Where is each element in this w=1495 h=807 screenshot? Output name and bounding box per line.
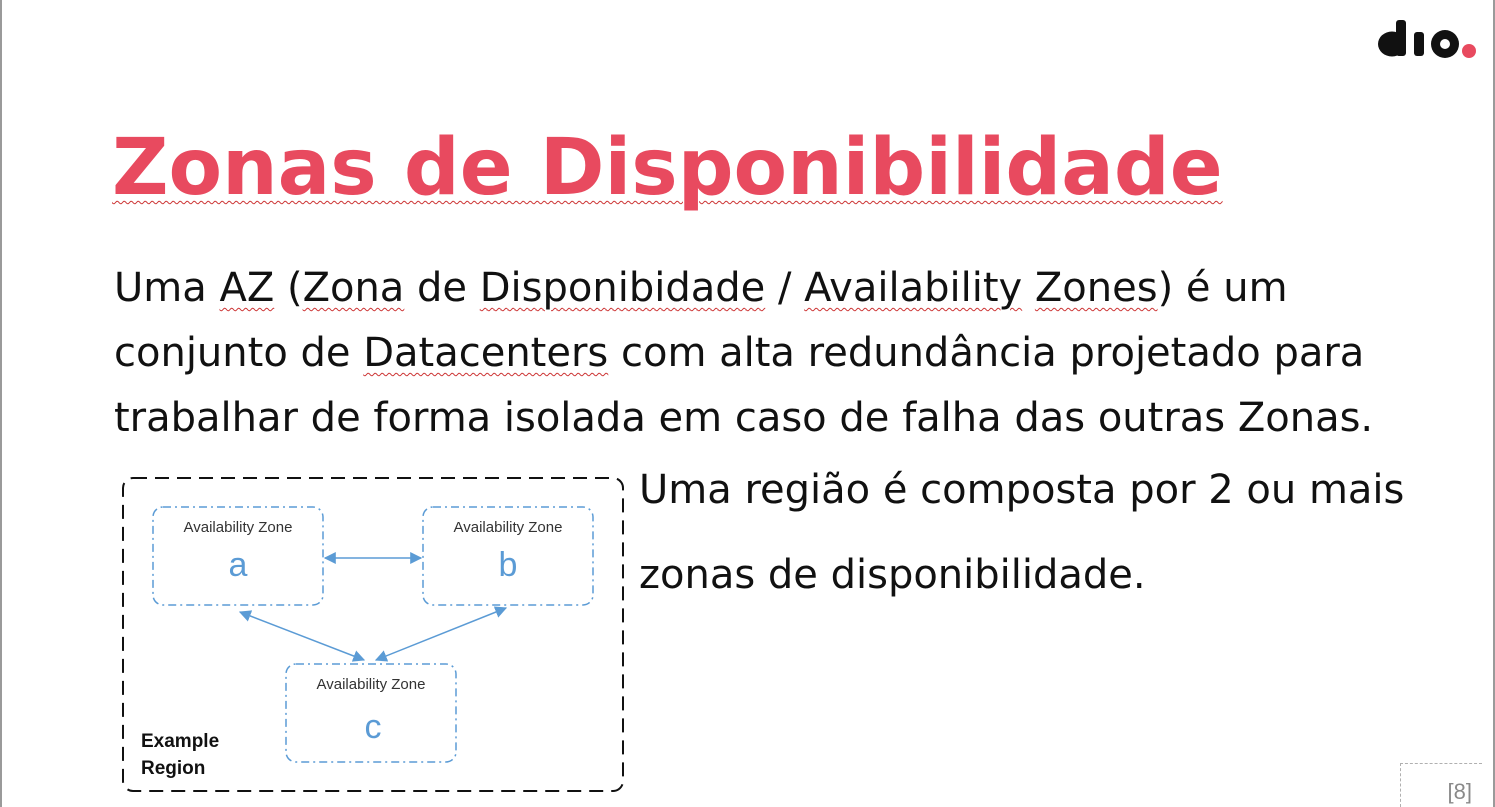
region-label-line-1: Example [141,731,220,752]
zone-c-letter: c [364,708,382,746]
zone-b-letter: b [498,546,518,584]
dio-logo [1374,16,1478,60]
region-label-line-2: Region [141,758,206,779]
body-text-datacenters: Datacenters [363,330,609,376]
availability-zones-diagram [112,470,632,800]
body-text-availability: Availability [804,265,1023,311]
slide-title: Zonas de Disponibilidade [112,123,1223,213]
body-text-segment: ) é um conjunto de [114,265,1288,376]
body-text-segment: de [404,265,480,311]
arrow-b-c [376,608,506,660]
body-text-zona: Zona [302,265,405,311]
body-paragraph [114,256,1414,451]
zone-a-letter: a [228,546,248,584]
body-text-segment: / [765,265,805,311]
region-description-line-1: Uma região é composta por 2 ou mais [639,467,1405,513]
arrow-a-c [240,612,364,660]
region-description-line-2: zonas de disponibilidade. [639,552,1146,598]
body-text-segment: Uma [114,265,220,311]
body-text-segment: com alta redundância projetado para trabalhar de forma isolada em caso de falha das outras Zonas. [114,330,1374,441]
body-text-segment: ( [274,265,303,311]
body-text-az: AZ [219,265,275,311]
zone-a-label: Availability Zone [183,519,293,536]
body-text-disponibidade: Disponibidade [479,265,766,311]
body-text-segment [1022,265,1035,311]
page-number: [8] [1400,763,1482,807]
zone-b-label: Availability Zone [453,519,563,536]
zone-c-label: Availability Zone [316,676,426,693]
body-text-zones: Zones [1034,265,1158,311]
